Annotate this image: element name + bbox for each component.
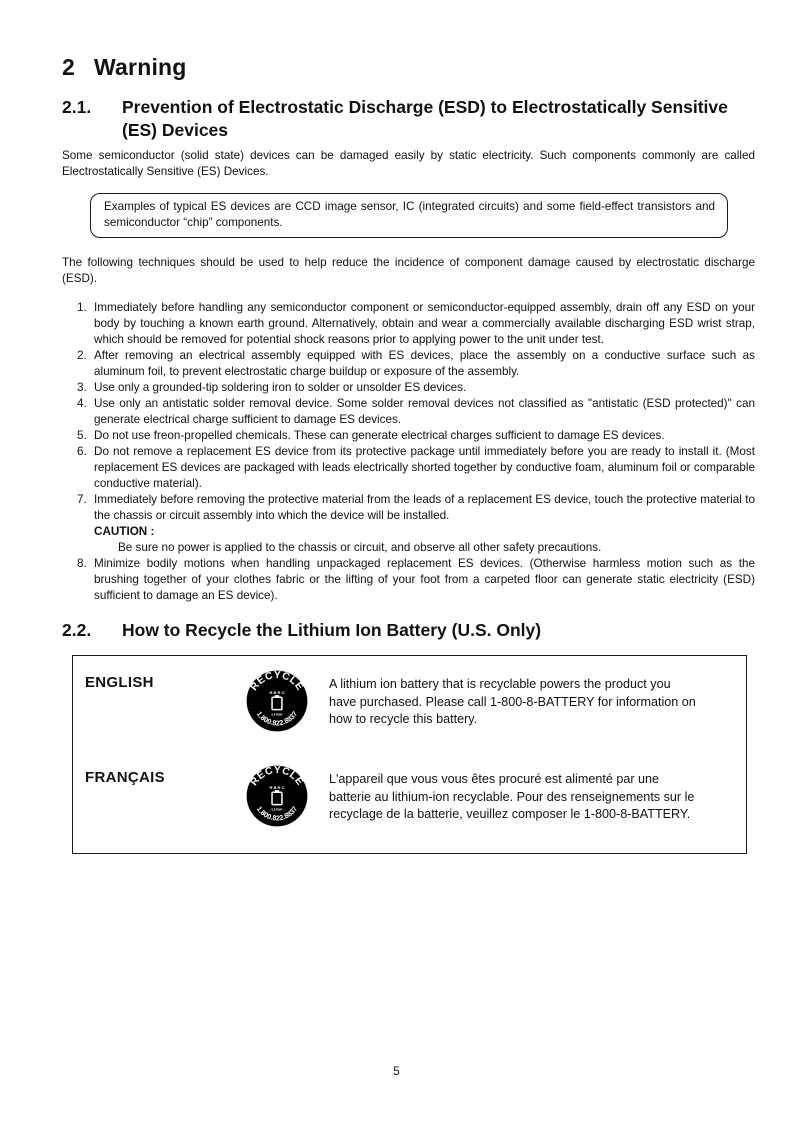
seal-phone-text: 1.800.822.8837 <box>254 805 300 823</box>
page-number: 5 <box>393 1066 400 1078</box>
esd-intro-paragraph: Some semiconductor (solid state) devices can be damaged easily by static electricity. Such components commonly are called Electrostatically Sensitive (ES) Devices. <box>62 149 755 178</box>
battery-text-english: A lithium ion battery that is recyclable powers the product you have purchased. Please call 1-800-8-BATTERY for information on how to recycle this battery. <box>329 677 696 726</box>
list-item <box>77 396 755 428</box>
list-item <box>77 348 755 380</box>
list-item-number: 7. <box>77 493 87 506</box>
seal-top-text: RECYCLE <box>248 765 306 788</box>
battery-text-francais: L'appareil que vous vous êtes procuré est alimenté par une batterie au lithium-ion recyclable. Pour des renseignements sur le recyclage de la batterie, veuillez composer le 1-800-8-BATTERY. <box>329 772 695 821</box>
section-2-2-heading <box>62 619 755 642</box>
seal-center-text: R B R C <box>269 785 285 791</box>
list-item-number: 4. <box>77 397 87 410</box>
seal-phone-text: 1.800.822.8837 <box>254 710 300 728</box>
techniques-intro-paragraph: The following techniques should be used to help reduce the incidence of component damage caused by electrostatic discharge (ESD). <box>62 256 755 285</box>
list-item-text <box>94 492 755 556</box>
list-item-text: After removing an electrical assembly equipped with ES devices, place the assembly on a conductive surface such as aluminum foil, to prevent electrostatic charge buildup or exposure of the assembly. <box>94 349 755 378</box>
list-item-text: Use only an antistatic solder removal device. Some solder removal devices not classified as "antistatic (ESD protected)" can generate electrical charge sufficient to damage ES devices. <box>94 397 755 426</box>
list-item-text: Do not remove a replacement ES device from its protective package until immediately before you are ready to install it. (Most replacement ES devices are packaged with leads electrically shorted together by conductive foam, aluminum foil or comparable conductive material). <box>94 445 755 490</box>
chapter-number: 2 <box>62 54 75 80</box>
list-item <box>77 492 755 556</box>
list-item <box>77 444 755 492</box>
list-item-number: 6. <box>77 445 87 458</box>
list-item-text: Do not use freon-propelled chemicals. These can generate electrical charges sufficient to damage ES devices. <box>94 429 665 442</box>
rbrc-battery-recycle-seal-icon <box>246 765 308 827</box>
battery-row-english <box>85 670 696 732</box>
caution-text: Be sure no power is applied to the chassis or circuit, and observe all other safety precautions. <box>118 541 602 554</box>
esd-techniques-list <box>77 300 755 604</box>
seal-top-text: RECYCLE <box>248 670 306 693</box>
section-2-2-title: How to Recycle the Lithium Ion Battery (U.S. Only) <box>122 620 542 640</box>
chapter-heading <box>62 54 755 81</box>
list-item-number: 2. <box>77 349 87 362</box>
list-item-text: Immediately before handling any semiconductor component or semiconductor-equipped assembly, drain off any ESD on your body by touching a known earth ground. Alternatively, obtain and wear a commercially available discharging ESD wrist strap, which should be removed for potential shock reasons prior to applying power to the unit under test. <box>94 301 755 346</box>
list-item-number: 3. <box>77 381 87 394</box>
section-2-1-heading <box>62 96 755 142</box>
list-item-number: 5. <box>77 429 87 442</box>
list-item <box>77 380 755 396</box>
list-item-text: Minimize bodily motions when handling unpackaged replacement ES devices. (Otherwise harmless motion such as the brushing together of your clothes fabric or the lifting of your foot from a carpeted floor can generate static electricity (ESD) sufficient to damage an ES device). <box>94 557 755 602</box>
list-item <box>77 556 755 604</box>
caution-label: CAUTION : <box>94 525 155 538</box>
rbrc-battery-recycle-seal-icon <box>246 670 308 732</box>
section-2-2-number: 2.2. <box>62 620 92 640</box>
section-2-1-number: 2.1. <box>62 97 92 117</box>
list-item <box>77 428 755 444</box>
es-devices-note-box <box>90 193 728 238</box>
es-devices-note-text: Examples of typical ES devices are CCD image sensor, IC (integrated circuits) and some field-effect transistors and semiconductor “chip” components. <box>104 200 715 229</box>
language-label-english: ENGLISH <box>85 674 154 691</box>
list-item-number: 1. <box>77 301 87 314</box>
list-item <box>77 300 755 348</box>
language-label-francais: FRANÇAIS <box>85 769 165 786</box>
seal-center-text: R B R C <box>269 690 285 696</box>
battery-recycle-box <box>72 655 747 854</box>
chapter-title: Warning <box>94 54 187 80</box>
battery-row-francais <box>85 765 696 827</box>
seal-bottom-text: Li-Ion <box>271 711 283 717</box>
section-2-1-title: Prevention of Electrostatic Discharge (ESD) to Electrostatically Sensitive (ES) Devices <box>122 97 728 140</box>
seal-bottom-text: Li-Ion <box>271 806 283 812</box>
list-item-text-body: Immediately before removing the protective material from the leads of a replacement ES device, touch the protective material to the chassis or circuit assembly into which the device will be installed. <box>94 493 755 522</box>
list-item-number: 8. <box>77 557 87 570</box>
list-item-text: Use only a grounded-tip soldering iron to solder or unsolder ES devices. <box>94 381 467 394</box>
